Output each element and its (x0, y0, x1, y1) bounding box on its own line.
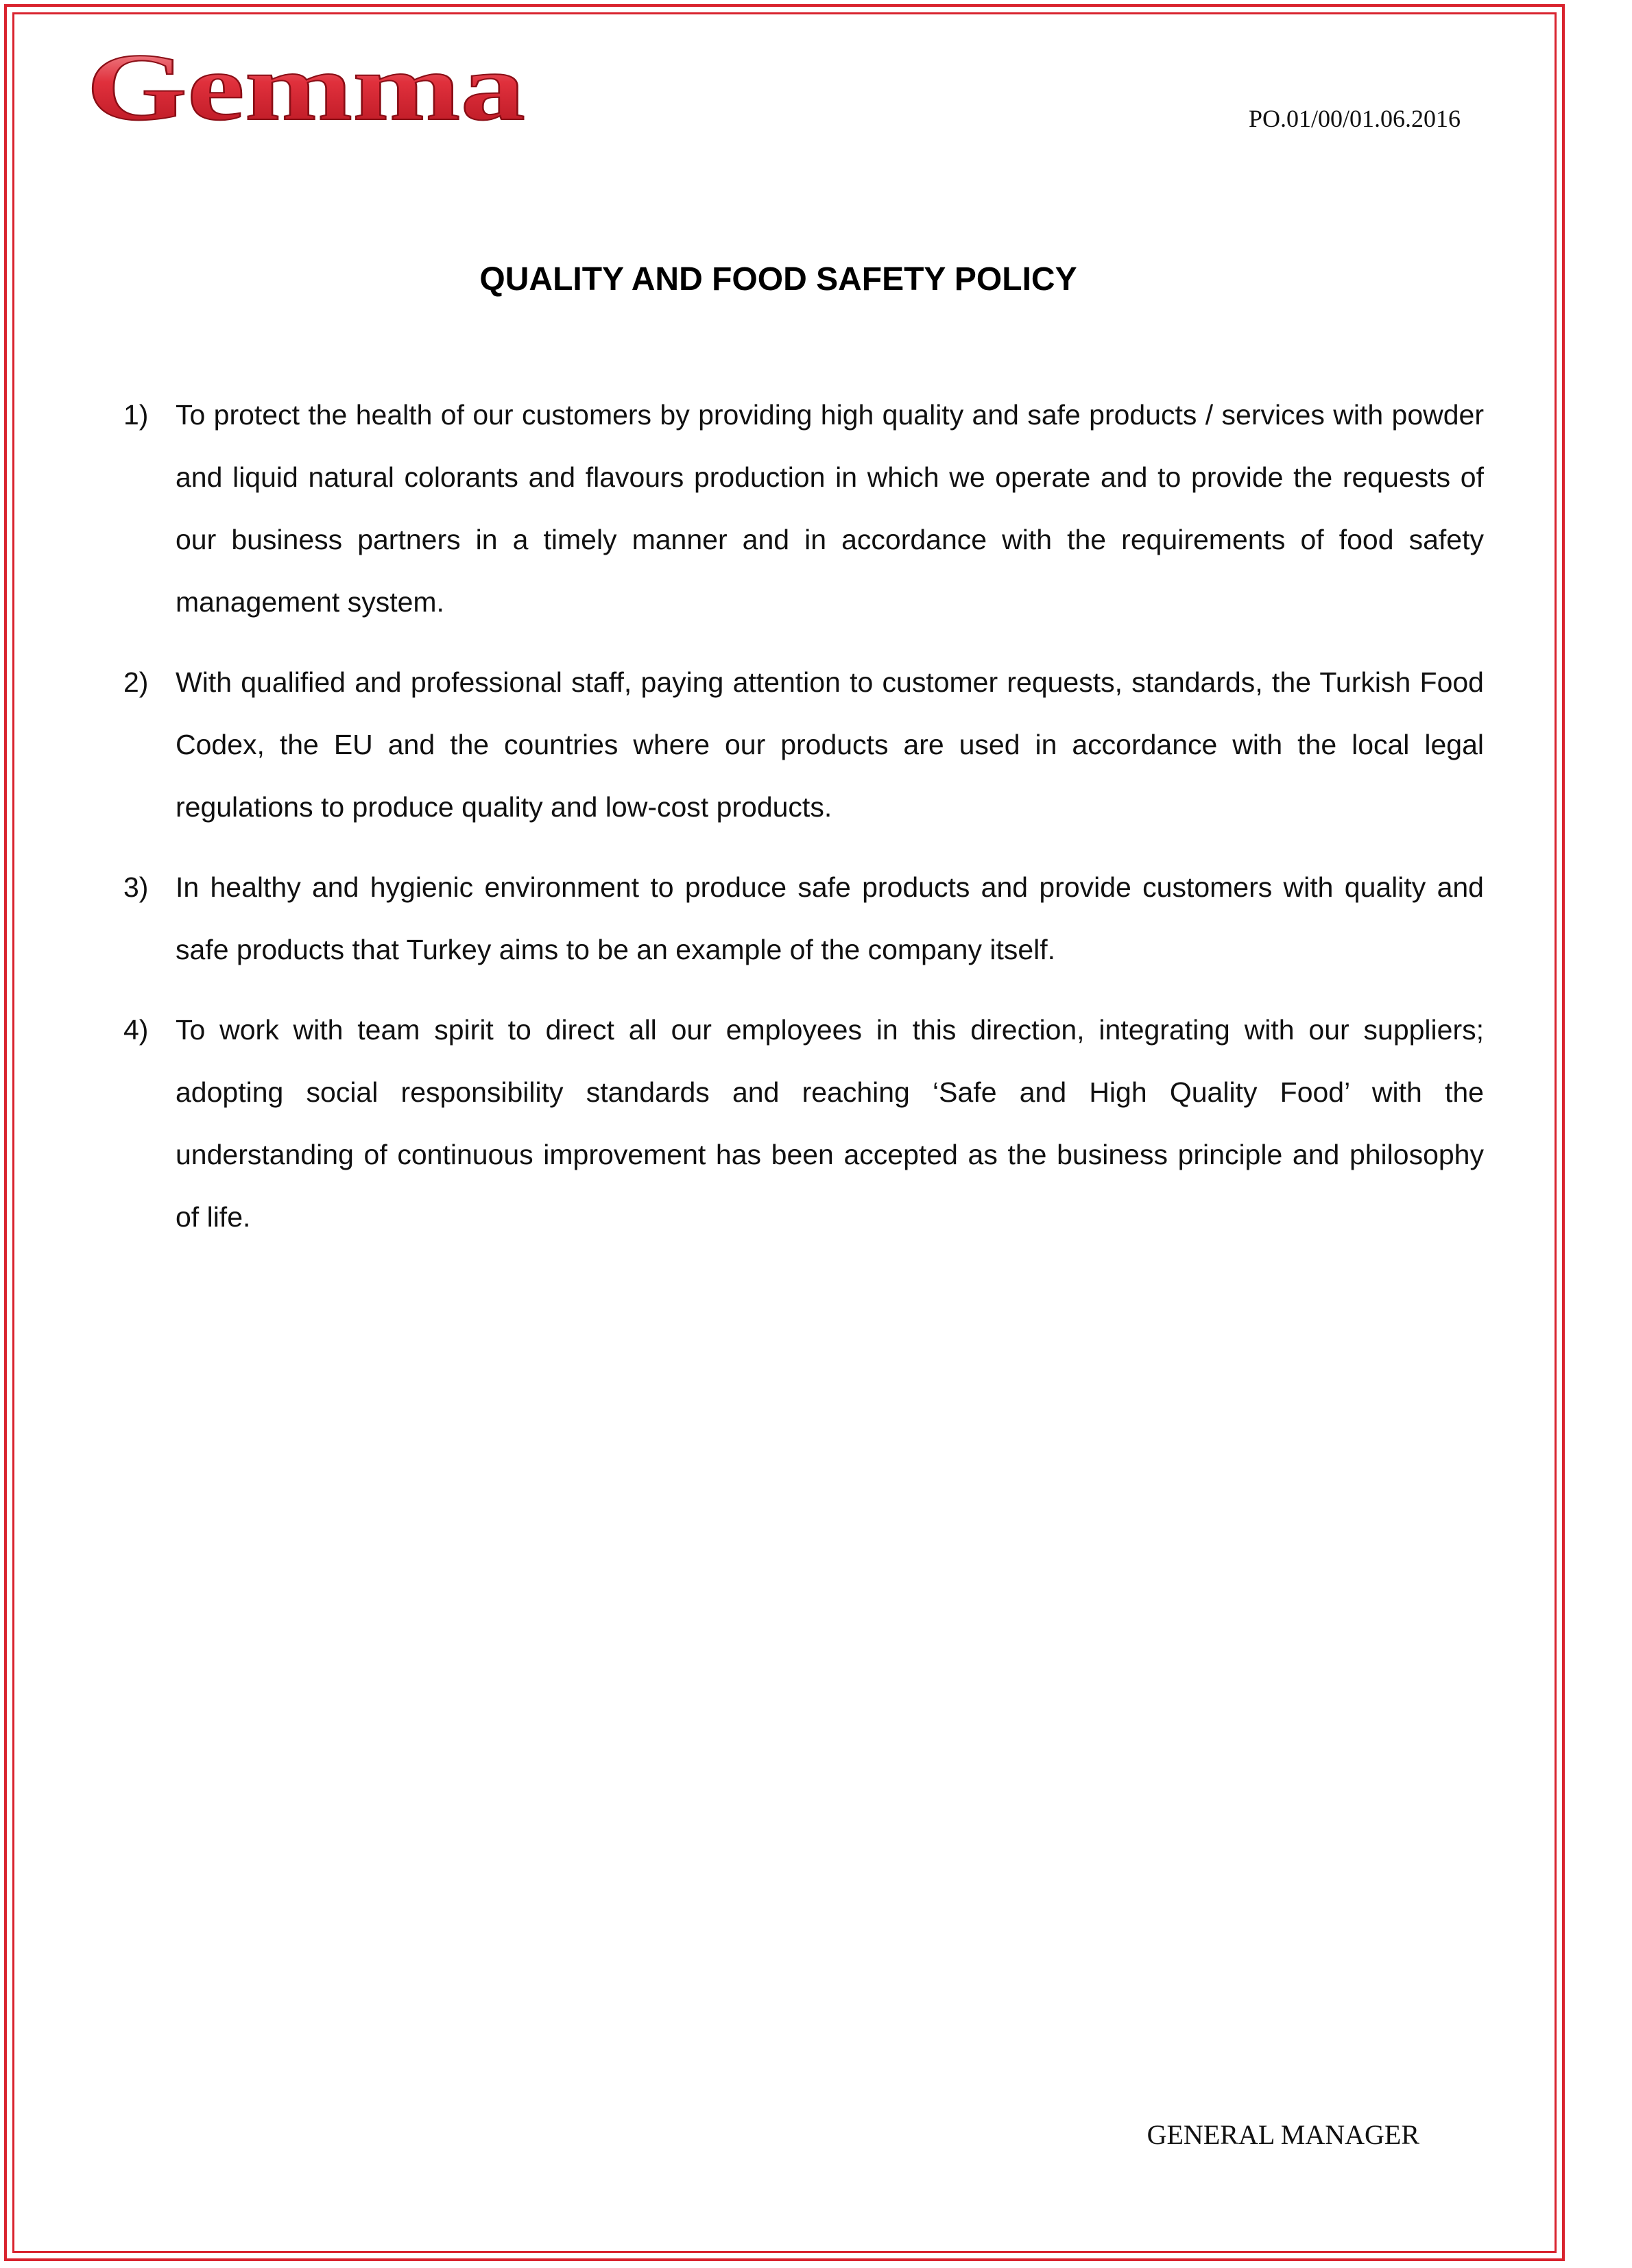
policy-item-text: To work with team spirit to direct all our employees in this direction, integrating with our suppliers; adopting social responsibility standards and reaching ‘Safe and High Quality Food’ with the understanding of continuous improvement has been accepted as the business principle and philosophy of life. (176, 1014, 1484, 1233)
policy-item-number: 1) (123, 399, 149, 431)
policy-item-text: With qualified and professional staff, paying attention to customer requests, standards, the Turkish Food Codex, the EU and the countries where our products are used in accordance with the local legal regulations to produce quality and low-cost products. (176, 666, 1484, 823)
policy-item-number: 3) (123, 871, 149, 903)
policy-item-text: In healthy and hygienic environment to produce safe products and provide customers with quality and safe products that Turkey aims to be an example of the company itself. (176, 871, 1484, 965)
document-code: PO.01/00/01.06.2016 (1248, 105, 1461, 132)
policy-item-number: 2) (123, 666, 149, 698)
gemma-logo (81, 33, 533, 136)
policy-item (123, 384, 1484, 634)
logo-text: Gemma (86, 34, 525, 136)
policy-item (123, 999, 1484, 1248)
policy-item-text: To protect the health of our customers by providing high quality and safe products / services with powder and liquid natural colorants and flavours production in which we operate and to provide the requests of our business partners in a timely manner and in accordance with the requirements of food safety management system. (176, 399, 1484, 618)
policy-item (123, 856, 1484, 981)
page-title: QUALITY AND FOOD SAFETY POLICY (479, 261, 1077, 298)
policy-item-number: 4) (123, 1014, 149, 1046)
policy-list (123, 384, 1484, 1266)
signature-label: GENERAL MANAGER (1147, 2119, 1419, 2150)
policy-item (123, 651, 1484, 839)
